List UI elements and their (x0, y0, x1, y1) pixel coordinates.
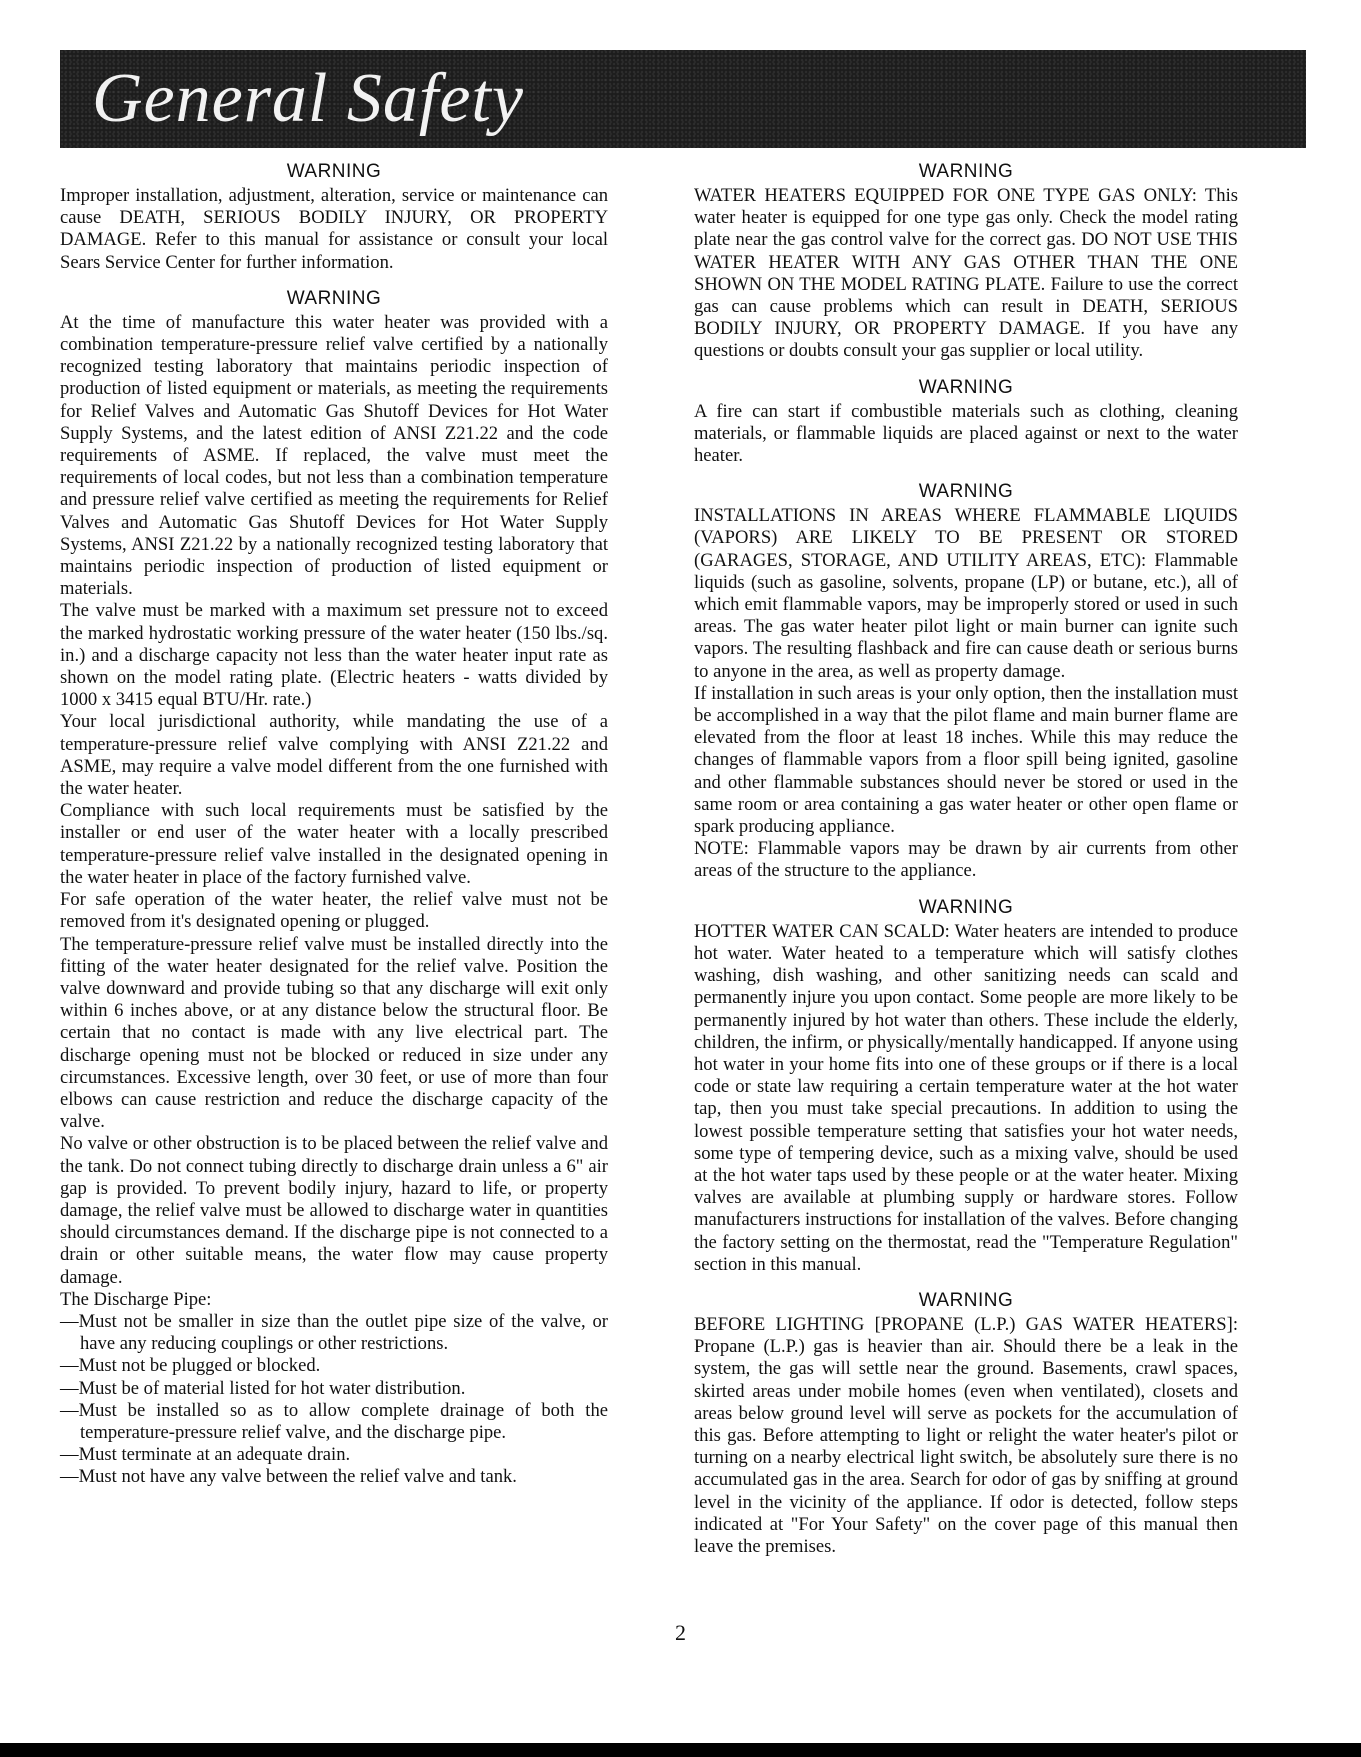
warning-paragraph: BEFORE LIGHTING [PROPANE (L.P.) GAS WATER HEATERS]: Propane (L.P.) gas is heavier than air. Should there be a leak in the system, the gas will settle near the ground. Basements, crawl spaces, skirted areas under mobile homes (even when ventilated), closets and areas below ground level will serve as pockets for the accumulation of this gas. Before attempting to light or relight the water heater's pilot or turning on a nearby electrical light switch, be absolutely sure there is no accumulated gas in the area. Search for odor of gas by sniffing at ground level in the vicinity of the appliance. If odor is detected, follow steps indicated at "For Your Safety" on the cover page of this manual then leave the premises. (694, 1313, 1238, 1557)
warning-paragraph: The valve must be marked with a maximum set pressure not to exceed the marked hydrostatic working pressure of the water heater (150 lbs./sq. in.) and a discharge capacity not less than the water heater input rate as shown on the model rating plate. (Electric heaters - watts divided by 1000 x 3415 equal BTU/Hr. rate.) (60, 600, 608, 711)
list-item: —Must not be smaller in size than the outlet pipe size of the valve, or have any reducing couplings or other restrictions. (60, 1310, 608, 1355)
warning-paragraph: Improper installation, adjustment, alteration, service or maintenance can cause DEATH, SERIOUS BODILY INJURY, OR PROPERTY DAMAGE. Refer to this manual for assistance or consult your local Sears Service Center for further information. (60, 185, 608, 273)
warning-paragraph: If installation in such areas is your only option, then the installation must be accomplished in a way that the pilot flame and main burner flame are elevated from the floor at least 18 inches. While this may reduce the changes of flammable vapors from a floor spill being ignited, gasoline and other flammable substances should never be stored or used in the same room or area containing a gas water heater or other open flame or spark producing appliance. (694, 682, 1238, 838)
warning-paragraph: A fire can start if combustible materials such as clothing, cleaning materials, or flammable liquids are placed against or next to the water heater. (694, 400, 1238, 467)
warning-paragraph: HOTTER WATER CAN SCALD: Water heaters are intended to produce hot water. Water heated to a temperature which will satisfy clothes washing, dish washing, and other sanitizing needs can scald and permanently injure you upon contact. Some people are more likely to be permanently injured by hot water than others. These include the elderly, children, the infirm, or physically/mentally handicapped. If anyone using hot water in your home fits into one of these groups or if there is a local code or state law requiring a certain temperature water at the hot water tap, then you must take special precautions. In addition to using the lowest possible temperature setting that satisfies your hot water needs, some type of tempering device, such as a mixing valve, should be used at the hot water taps used by these people or at the water heater. Mixing valves are available at plumbing supply or hardware stores. Follow manufacturers instructions for installation of the valves. Before changing the factory setting on the thermostat, read the "Temperature Regulation" section in this manual. (694, 920, 1238, 1275)
list-item: —Must not have any valve between the relief valve and tank. (60, 1466, 517, 1488)
warning-paragraph: Your local jurisdictional authority, while mandating the use of a temperature-pressure relief valve complying with ANSI Z21.22 and ASME, may require a valve model different from the one furnished with the water heater. (60, 711, 608, 800)
discharge-pipe-requirements (60, 1311, 608, 1489)
list-item: —Must terminate at an adequate drain. (60, 1444, 351, 1466)
warning-paragraph: No valve or other obstruction is to be placed between the relief valve and the tank. Do not connect tubing directly to discharge drain unless a 6" air gap is provided. To prevent bodily injury, hazard to life, or property damage, the relief valve must be allowed to discharge water in quantities should circumstances demand. If the discharge pipe is not connected to a drain or other suitable means, the water flow may cause property damage. (60, 1133, 608, 1288)
warning-section (60, 287, 608, 1489)
warning-heading: WARNING (918, 161, 1014, 182)
warning-paragraph: WATER HEATERS EQUIPPED FOR ONE TYPE GAS ONLY: This water heater is equipped for one type gas only. Check the model rating plate near the gas control valve for the correct gas. DO NOT USE THIS WATER HEATER WITH ANY GAS OTHER THAN THE ONE SHOWN ON THE MODEL RATING PLATE. Failure to use the correct gas can cause problems which can result in DEATH, SERIOUS BODILY INJURY, OR PROPERTY DAMAGE. If you have any questions or doubts consult your gas supplier or local utility. (694, 185, 1238, 362)
warning-paragraph: At the time of manufacture this water heater was provided with a combination temperature-pressure relief valve certified by a nationally recognized testing laboratory that maintains periodic inspection of production of listed equipment or materials, as meeting the requirements for Relief Valves and Automatic Gas Shutoff Devices for Hot Water Supply Systems, and the latest edition of ANSI Z21.22 and the code requirements of ASME. If replaced, the valve must meet the requirements of local codes, but not less than a combination temperature and pressure relief valve certified as meeting the requirements for Relief Valves and Automatic Gas Shutoff Devices for Hot Water Supply Systems, ANSI Z21.22 by a nationally recognized testing laboratory that maintains periodic inspection of production of listed equipment or materials. (60, 311, 608, 600)
title-banner (60, 50, 1306, 148)
warning-heading: WARNING (918, 481, 1014, 503)
warning-paragraph: For safe operation of the water heater, the relief valve must not be removed from it's designated opening or plugged. (60, 889, 608, 933)
warning-heading: WARNING (918, 376, 1014, 398)
warning-heading: WARNING (918, 1289, 1014, 1311)
page-number: 2 (675, 1620, 686, 1645)
discharge-pipe-label: The Discharge Pipe: (60, 1288, 212, 1310)
list-item: —Must be of material listed for hot water distribution. (60, 1377, 466, 1399)
warning-paragraph: The temperature-pressure relief valve must be installed directly into the fitting of the water heater designated for the relief valve. Position the valve downward and provide tubing so that any discharge will exit only within 6 inches above, or at any distance below the structural floor. Be certain that no contact is made with any live electrical part. The discharge opening must not be blocked or reduced in size under any circumstances. Excessive length, over 30 feet, or use of more than four elbows can cause restriction and reduce the discharge capacity of the valve. (60, 933, 608, 1133)
warning-heading: WARNING (286, 287, 382, 309)
warning-section (694, 480, 1238, 882)
warning-note: NOTE: Flammable vapors may be drawn by air currents from other areas of the structure to the appliance. (694, 838, 1238, 882)
warning-section (60, 160, 608, 274)
left-column (60, 160, 608, 1502)
warning-paragraph: INSTALLATIONS IN AREAS WHERE FLAMMABLE LIQUIDS (VAPORS) ARE LIKELY TO BE PRESENT OR STORED (GARAGES, STORAGE, AND UTILITY AREAS, ETC): Flammable liquids (such as gasoline, solvents, propane (LP) or butane, etc.), all of which emit flammable vapors, may be improperly stored or used in such areas. The gas water heater pilot light or main burner can ignite such vapors. The resulting flashback and fire can cause death or serious burns to anyone in the area, as well as property damage. (694, 505, 1238, 682)
warning-heading: WARNING (918, 896, 1014, 918)
page-title: General Safety (92, 60, 524, 137)
warning-section (694, 896, 1238, 1276)
warning-section (694, 1289, 1238, 1558)
warning-paragraph: Compliance with such local requirements must be satisfied by the installer or end user of the water heater with a locally prescribed temperature-pressure relief valve installed in the designated opening in the water heater in place of the factory furnished valve. (60, 800, 608, 888)
warning-section (694, 376, 1238, 468)
list-item: —Must be installed so as to allow complete drainage of both the temperature-pressure relief valve, and the discharge pipe. (60, 1399, 608, 1443)
list-item: —Must not be plugged or blocked. (60, 1355, 321, 1377)
warning-section (694, 160, 1238, 363)
right-column (694, 160, 1238, 1571)
bottom-border (0, 1743, 1361, 1757)
warning-heading: WARNING (286, 161, 382, 182)
